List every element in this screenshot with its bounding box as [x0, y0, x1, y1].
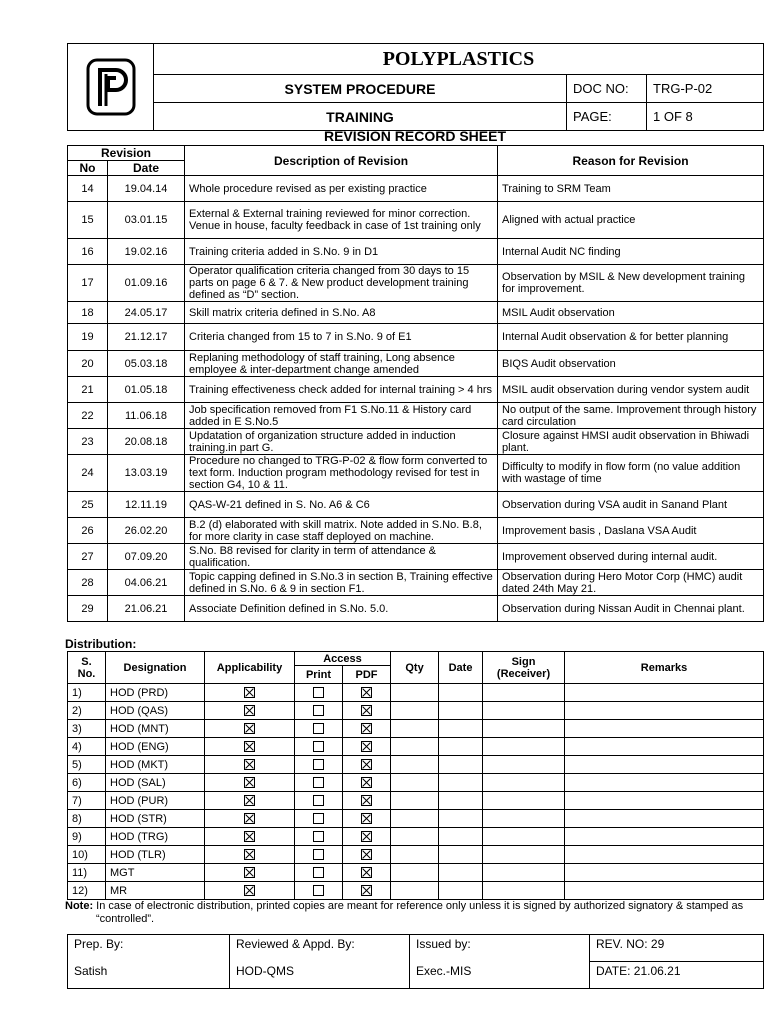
distribution-row	[68, 846, 764, 864]
date-cell	[439, 846, 483, 864]
distribution-sno: 1)	[68, 684, 106, 702]
print-unchecked-checkbox-icon[interactable]	[313, 705, 324, 716]
date-cell	[439, 756, 483, 774]
sign-cell	[483, 738, 565, 756]
print-cell	[295, 720, 343, 738]
revision-no: 28	[68, 570, 108, 596]
revision-description: Skill matrix criteria defined in S.No. A8	[185, 302, 498, 324]
subject-title: TRAINING	[154, 103, 567, 131]
print-cell	[295, 774, 343, 792]
distribution-designation: HOD (MNT)	[106, 720, 205, 738]
remarks-cell	[565, 702, 764, 720]
distribution-sno: 12)	[68, 882, 106, 900]
procedure-title: SYSTEM PROCEDURE	[154, 75, 567, 103]
print-cell	[295, 756, 343, 774]
pdf-checked-checkbox-icon[interactable]	[361, 867, 372, 878]
revision-row	[68, 403, 764, 429]
prep-value: Satish	[68, 962, 230, 989]
distribution-table	[67, 651, 764, 900]
print-cell	[295, 864, 343, 882]
revision-description: External & External training reviewed for minor correction. Venue in house, faculty feedback in case of 1st training only	[185, 202, 498, 239]
print-cell	[295, 684, 343, 702]
revision-row	[68, 492, 764, 518]
revision-description: Criteria changed from 15 to 7 in S.No. 9 of E1	[185, 324, 498, 351]
revision-no: 16	[68, 239, 108, 265]
revision-date: 21.12.17	[108, 324, 185, 351]
pdf-cell	[343, 882, 391, 900]
revision-description: Procedure no changed to TRG-P-02 & flow form converted to text form. Induction program methodology revised for test in section G4, 10 & 11.	[185, 455, 498, 492]
print-cell	[295, 792, 343, 810]
note-label: Note:	[65, 900, 94, 912]
revision-date: 11.06.18	[108, 403, 185, 429]
date-cell	[439, 702, 483, 720]
distribution-designation: HOD (PUR)	[106, 792, 205, 810]
distribution-sno: 8)	[68, 810, 106, 828]
sign-cell	[483, 864, 565, 882]
distribution-label: Distribution:	[65, 637, 137, 651]
distribution-row	[68, 738, 764, 756]
revision-row	[68, 570, 764, 596]
distribution-designation: MR	[106, 882, 205, 900]
revision-reason: Improvement observed during internal audit.	[498, 544, 764, 570]
date-cell	[439, 810, 483, 828]
revision-description: Whole procedure revised as per existing practice	[185, 176, 498, 202]
revision-date: 26.02.20	[108, 518, 185, 544]
distribution-sno: 9)	[68, 828, 106, 846]
applicability-checked-checkbox-icon[interactable]	[244, 723, 255, 734]
doc-no-label: DOC NO:	[567, 75, 647, 103]
print-cell	[295, 810, 343, 828]
note-text: In case of electronic distribution, printed copies are meant for reference only unless it is signed by authorized signatory & stamped as “controlled”.	[96, 900, 744, 925]
remarks-cell	[565, 738, 764, 756]
applicability-checked-checkbox-icon[interactable]	[244, 759, 255, 770]
pdf-cell	[343, 684, 391, 702]
applicability-cell	[205, 792, 295, 810]
sign-cell	[483, 720, 565, 738]
revision-date: 13.03.19	[108, 455, 185, 492]
revision-description: Replaning methodology of staff training, Long absence employee & inter-department change amended	[185, 351, 498, 377]
qty-cell	[391, 684, 439, 702]
revision-no: 23	[68, 429, 108, 455]
distribution-sno: 2)	[68, 702, 106, 720]
remarks-cell	[565, 792, 764, 810]
revision-description: S.No. B8 revised for clarity in term of attendance & qualification.	[185, 544, 498, 570]
revision-row	[68, 455, 764, 492]
document-header	[67, 43, 764, 131]
print-unchecked-checkbox-icon[interactable]	[313, 687, 324, 698]
date-cell	[439, 792, 483, 810]
applicability-cell	[205, 756, 295, 774]
remarks-cell	[565, 774, 764, 792]
distribution-sno: 6)	[68, 774, 106, 792]
distribution-sno: 4)	[68, 738, 106, 756]
sign-cell	[483, 774, 565, 792]
distribution-row	[68, 684, 764, 702]
revision-row	[68, 302, 764, 324]
sign-cell	[483, 792, 565, 810]
page-value: 1 OF 8	[647, 103, 764, 131]
qty-cell	[391, 720, 439, 738]
revision-row	[68, 518, 764, 544]
pdf-checked-checkbox-icon[interactable]	[361, 795, 372, 806]
pdf-header: PDF	[343, 666, 391, 684]
issued-value: Exec.-MIS	[410, 962, 590, 989]
revision-description: Updatation of organization structure added in induction training.in part G.	[185, 429, 498, 455]
distribution-sno: 7)	[68, 792, 106, 810]
revision-header: Revision	[68, 146, 185, 161]
revision-no: 17	[68, 265, 108, 302]
sign-cell	[483, 756, 565, 774]
revision-description: Training effectiveness check added for internal training > 4 hrs	[185, 377, 498, 403]
remarks-cell	[565, 756, 764, 774]
applicability-checked-checkbox-icon[interactable]	[244, 777, 255, 788]
remarks-cell	[565, 810, 764, 828]
pdf-checked-checkbox-icon[interactable]	[361, 831, 372, 842]
revision-date: 01.05.18	[108, 377, 185, 403]
approval-footer	[67, 934, 764, 989]
applicability-cell	[205, 864, 295, 882]
applicability-cell	[205, 774, 295, 792]
sign-cell	[483, 702, 565, 720]
applicability-cell	[205, 684, 295, 702]
revision-date: 12.11.19	[108, 492, 185, 518]
footer-date: DATE: 21.06.21	[590, 962, 764, 989]
revision-sheet-title: REVISION RECORD SHEET	[323, 128, 507, 144]
qty-cell	[391, 774, 439, 792]
revision-reason: MSIL audit observation during vendor system audit	[498, 377, 764, 403]
pdf-cell	[343, 702, 391, 720]
revision-reason: Closure against HMSI audit observation in Bhiwadi plant.	[498, 429, 764, 455]
pdf-checked-checkbox-icon[interactable]	[361, 741, 372, 752]
review-label: Reviewed & Appd. By:	[230, 935, 410, 962]
revision-reason: Difficulty to modify in flow form (no value addition with wastage of time	[498, 455, 764, 492]
sign-header: Sign (Receiver)	[483, 652, 565, 684]
print-cell	[295, 846, 343, 864]
revision-date: 07.09.20	[108, 544, 185, 570]
applicability-checked-checkbox-icon[interactable]	[244, 705, 255, 716]
pdf-checked-checkbox-icon[interactable]	[361, 777, 372, 788]
date-header: Date	[108, 161, 185, 176]
print-cell	[295, 702, 343, 720]
revision-description: Operator qualification criteria changed from 30 days to 15 parts on page 6 & 7. & New product development training defined as “D” section.	[185, 265, 498, 302]
print-header: Print	[295, 666, 343, 684]
date-cell	[439, 738, 483, 756]
revision-date: 19.04.14	[108, 176, 185, 202]
pdf-cell	[343, 774, 391, 792]
pdf-cell	[343, 738, 391, 756]
pdf-cell	[343, 792, 391, 810]
revision-row	[68, 377, 764, 403]
applicability-cell	[205, 828, 295, 846]
pdf-checked-checkbox-icon[interactable]	[361, 723, 372, 734]
distribution-sno: 3)	[68, 720, 106, 738]
revision-date: 05.03.18	[108, 351, 185, 377]
distribution-designation: HOD (MKT)	[106, 756, 205, 774]
distribution-sno: 11)	[68, 864, 106, 882]
revision-no: 24	[68, 455, 108, 492]
distribution-row	[68, 702, 764, 720]
qty-cell	[391, 756, 439, 774]
print-unchecked-checkbox-icon[interactable]	[313, 849, 324, 860]
revision-reason: Aligned with actual practice	[498, 202, 764, 239]
qty-cell	[391, 702, 439, 720]
pdf-cell	[343, 864, 391, 882]
revision-description: Job specification removed from F1 S.No.11 & History card added in E S.No.5	[185, 403, 498, 429]
revision-reason: Observation during VSA audit in Sanand Plant	[498, 492, 764, 518]
distribution-row	[68, 828, 764, 846]
distribution-designation: HOD (TRG)	[106, 828, 205, 846]
applicability-checked-checkbox-icon[interactable]	[244, 687, 255, 698]
pdf-checked-checkbox-icon[interactable]	[361, 705, 372, 716]
review-value: HOD-QMS	[230, 962, 410, 989]
dist-date-header: Date	[439, 652, 483, 684]
qty-cell	[391, 792, 439, 810]
revision-description: B.2 (d) elaborated with skill matrix. Note added in S.No. B.8, for more clarity in case staff deployed on machine.	[185, 518, 498, 544]
revision-no: 20	[68, 351, 108, 377]
revision-no: 15	[68, 202, 108, 239]
revision-no: 27	[68, 544, 108, 570]
print-unchecked-checkbox-icon[interactable]	[313, 741, 324, 752]
revision-no: 21	[68, 377, 108, 403]
print-unchecked-checkbox-icon[interactable]	[313, 795, 324, 806]
distribution-row	[68, 756, 764, 774]
date-cell	[439, 774, 483, 792]
sign-cell	[483, 684, 565, 702]
applicability-checked-checkbox-icon[interactable]	[244, 849, 255, 860]
sign-cell	[483, 882, 565, 900]
remarks-cell	[565, 720, 764, 738]
pdf-cell	[343, 756, 391, 774]
revision-row	[68, 596, 764, 622]
date-cell	[439, 828, 483, 846]
distribution-row	[68, 720, 764, 738]
pdf-checked-checkbox-icon[interactable]	[361, 849, 372, 860]
revision-row	[68, 239, 764, 265]
applicability-cell	[205, 810, 295, 828]
revision-date: 24.05.17	[108, 302, 185, 324]
revision-no: 19	[68, 324, 108, 351]
print-unchecked-checkbox-icon[interactable]	[313, 867, 324, 878]
revision-no: 22	[68, 403, 108, 429]
date-cell	[439, 882, 483, 900]
company-name: POLYPLASTICS	[154, 44, 764, 75]
applicability-cell	[205, 846, 295, 864]
revision-reason: Internal Audit observation & for better planning	[498, 324, 764, 351]
revision-row	[68, 544, 764, 570]
distribution-designation: HOD (ENG)	[106, 738, 205, 756]
access-header: Access	[295, 652, 391, 666]
applicability-cell	[205, 702, 295, 720]
date-cell	[439, 684, 483, 702]
print-unchecked-checkbox-icon[interactable]	[313, 885, 324, 896]
revision-reason: Training to SRM Team	[498, 176, 764, 202]
revision-reason: BIQS Audit observation	[498, 351, 764, 377]
applicability-cell	[205, 720, 295, 738]
applicability-cell	[205, 882, 295, 900]
note	[65, 900, 755, 926]
pdf-checked-checkbox-icon[interactable]	[361, 885, 372, 896]
revision-no: 14	[68, 176, 108, 202]
sign-cell	[483, 828, 565, 846]
qty-cell	[391, 828, 439, 846]
print-unchecked-checkbox-icon[interactable]	[313, 777, 324, 788]
remarks-cell	[565, 882, 764, 900]
print-unchecked-checkbox-icon[interactable]	[313, 831, 324, 842]
distribution-designation: MGT	[106, 864, 205, 882]
print-unchecked-checkbox-icon[interactable]	[313, 759, 324, 770]
print-cell	[295, 738, 343, 756]
revision-row	[68, 265, 764, 302]
pdf-checked-checkbox-icon[interactable]	[361, 813, 372, 824]
revision-date: 21.06.21	[108, 596, 185, 622]
distribution-row	[68, 810, 764, 828]
revision-row	[68, 429, 764, 455]
reason-header: Reason for Revision	[498, 146, 764, 176]
remarks-header: Remarks	[565, 652, 764, 684]
revision-reason: Observation during Hero Motor Corp (HMC) audit dated 24th May 21.	[498, 570, 764, 596]
distribution-sno: 10)	[68, 846, 106, 864]
revision-reason: Observation by MSIL & New development training for improvement.	[498, 265, 764, 302]
designation-header: Designation	[106, 652, 205, 684]
pdf-checked-checkbox-icon[interactable]	[361, 687, 372, 698]
applicability-checked-checkbox-icon[interactable]	[244, 813, 255, 824]
revision-row	[68, 351, 764, 377]
page-label: PAGE:	[567, 103, 647, 131]
prep-label: Prep. By:	[68, 935, 230, 962]
revision-date: 01.09.16	[108, 265, 185, 302]
pdf-cell	[343, 828, 391, 846]
date-cell	[439, 720, 483, 738]
revision-no: 29	[68, 596, 108, 622]
print-cell	[295, 882, 343, 900]
no-header: No	[68, 161, 108, 176]
revision-reason: No output of the same. Improvement through history card circulation	[498, 403, 764, 429]
revision-row	[68, 176, 764, 202]
distribution-row	[68, 774, 764, 792]
revision-no: 18	[68, 302, 108, 324]
revision-no: 25	[68, 492, 108, 518]
revision-table	[67, 145, 764, 622]
description-header: Description of Revision	[185, 146, 498, 176]
applicability-checked-checkbox-icon[interactable]	[244, 831, 255, 842]
remarks-cell	[565, 684, 764, 702]
rev-no: REV. NO: 29	[590, 935, 764, 962]
pdf-cell	[343, 846, 391, 864]
revision-description: QAS-W-21 defined in S. No. A6 & C6	[185, 492, 498, 518]
applicability-checked-checkbox-icon[interactable]	[244, 885, 255, 896]
sno-header: S. No.	[68, 652, 106, 684]
distribution-designation: HOD (STR)	[106, 810, 205, 828]
remarks-cell	[565, 864, 764, 882]
pdf-cell	[343, 720, 391, 738]
qty-cell	[391, 882, 439, 900]
distribution-sno: 5)	[68, 756, 106, 774]
company-logo	[68, 44, 154, 131]
revision-row	[68, 324, 764, 351]
distribution-row	[68, 864, 764, 882]
revision-date: 04.06.21	[108, 570, 185, 596]
date-cell	[439, 864, 483, 882]
pdf-cell	[343, 810, 391, 828]
distribution-designation: HOD (SAL)	[106, 774, 205, 792]
qty-cell	[391, 846, 439, 864]
distribution-designation: HOD (PRD)	[106, 684, 205, 702]
applicability-cell	[205, 738, 295, 756]
polyplastics-logo-icon	[86, 58, 136, 116]
revision-reason: Internal Audit NC finding	[498, 239, 764, 265]
revision-reason: Improvement basis , Daslana VSA Audit	[498, 518, 764, 544]
qty-cell	[391, 810, 439, 828]
revision-row	[68, 202, 764, 239]
qty-cell	[391, 738, 439, 756]
revision-date: 19.02.16	[108, 239, 185, 265]
applicability-checked-checkbox-icon[interactable]	[244, 741, 255, 752]
pdf-checked-checkbox-icon[interactable]	[361, 759, 372, 770]
issued-label: Issued by:	[410, 935, 590, 962]
revision-description: Associate Definition defined in S.No. 5.0.	[185, 596, 498, 622]
qty-cell	[391, 864, 439, 882]
revision-no: 26	[68, 518, 108, 544]
remarks-cell	[565, 828, 764, 846]
doc-no-value: TRG-P-02	[647, 75, 764, 103]
revision-description: Training criteria added in S.No. 9 in D1	[185, 239, 498, 265]
distribution-row	[68, 792, 764, 810]
sign-cell	[483, 846, 565, 864]
print-unchecked-checkbox-icon[interactable]	[313, 813, 324, 824]
distribution-row	[68, 882, 764, 900]
sign-cell	[483, 810, 565, 828]
distribution-designation: HOD (TLR)	[106, 846, 205, 864]
revision-description: Topic capping defined in S.No.3 in section B, Training effective defined in S.No. 6 & 9 in section F1.	[185, 570, 498, 596]
revision-date: 20.08.18	[108, 429, 185, 455]
revision-date: 03.01.15	[108, 202, 185, 239]
applicability-checked-checkbox-icon[interactable]	[244, 867, 255, 878]
remarks-cell	[565, 846, 764, 864]
applicability-checked-checkbox-icon[interactable]	[244, 795, 255, 806]
qty-header: Qty	[391, 652, 439, 684]
print-unchecked-checkbox-icon[interactable]	[313, 723, 324, 734]
distribution-designation: HOD (QAS)	[106, 702, 205, 720]
revision-reason: MSIL Audit observation	[498, 302, 764, 324]
applicability-header: Applicability	[205, 652, 295, 684]
print-cell	[295, 828, 343, 846]
revision-reason: Observation during Nissan Audit in Chennai plant.	[498, 596, 764, 622]
